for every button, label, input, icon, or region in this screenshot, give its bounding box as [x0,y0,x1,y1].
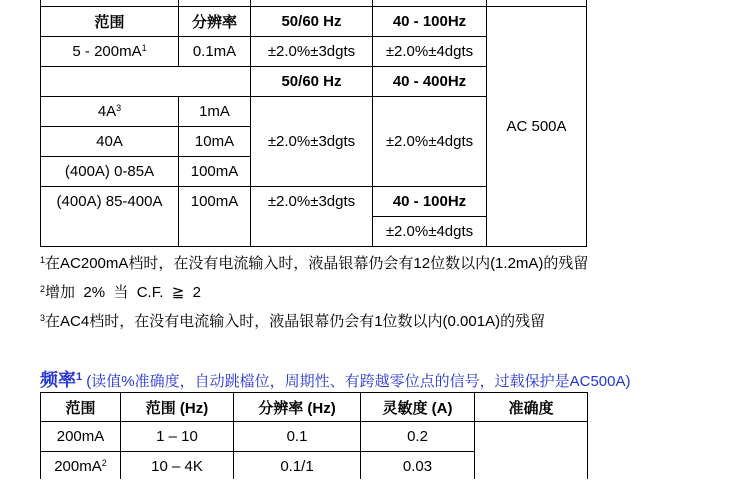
freq-header-sensitivity: 灵敏度 (A) [382,399,453,417]
freq-row2-resolution: 0.1/1 [280,458,314,475]
row-400a-high-range: (400A) 85-400A [56,193,163,210]
freq-header-accuracy: 准确度 [508,399,554,417]
freq-row2-range: 200mA $^2$ [54,457,107,475]
frequency-description: (读值%准确度，自动跳檔位，周期性、有跨越零位点的信号，过载保护是AC500A) [82,373,631,390]
header-range: 范围 [94,14,125,31]
footnote-2: $^2$增加 2% 当 C.F. ≧ 2 [40,284,201,301]
header-resolution: 分辨率 [191,14,237,31]
header-freq-50-60: 50/60 Hz [281,13,342,30]
row-400a-high-freq: 40 - 100Hz [392,193,467,210]
row-400a-high-resolution: 100mA [190,193,239,210]
row-200ma-resolution: 0.1mA [192,43,237,60]
row-40a-range: 40A [96,133,123,150]
group-accuracy-a: ±2.0%±3dgts [267,133,356,150]
footnote-3: $^3$在AC4档时，在没有电流输入时，液晶银幕仍会有1位数以内(0.001A)的残留 [40,313,546,330]
row-4a-range: 4A $^3$ [97,102,122,120]
freq-row1-resolution: 0.1 [286,428,308,445]
header-freq-40-100: 40 - 100Hz [392,13,467,30]
row-400a-low-range: (400A) 0-85A [64,163,155,180]
row-200ma-accuracy-a: ±2.0%±3dgts [267,43,356,60]
subheader-freq-40-400: 40 - 400Hz [392,73,467,90]
row-400a-high-accuracy-a: ±2.0%±3dgts [267,193,356,210]
row-4a-resolution: 1mA [199,103,230,120]
group-accuracy-b: ±2.0%±4dgts [385,133,474,150]
freq-header-range-hz: 范围 (Hz) [145,399,209,417]
freq-header-range: 范围 [65,399,96,417]
footnote-1: $^1$在AC200mA档时，在没有电流输入时，液晶银幕仍会有12位数以内(1.2mA)的残留 [40,255,589,272]
freq-header-resolution: 分辨率 (Hz) [258,399,336,417]
freq-row2-hz: 10 – 4K [151,458,203,475]
freq-row1-sensitivity: 0.2 [407,428,428,445]
row-400a-low-resolution: 100mA [190,163,239,180]
row-200ma-accuracy-b: ±2.0%±4dgts [385,43,474,60]
freq-row1-range: 200mA [56,428,105,445]
row-200ma-range: 5 - 200mA $^1$ [72,42,147,60]
frequency-heading: 频率$^1$ [40,370,83,390]
frequency-section-title [40,366,631,392]
freq-row1-hz: 1 – 10 [156,428,198,445]
freq-row2-sensitivity: 0.03 [402,458,433,475]
row-400a-high-accuracy-b: ±2.0%±4dgts [385,223,474,240]
subheader-freq-50-60: 50/60 Hz [281,73,342,90]
row-40a-resolution: 10mA [194,133,235,150]
side-label-ac500a: AC 500A [506,118,567,135]
